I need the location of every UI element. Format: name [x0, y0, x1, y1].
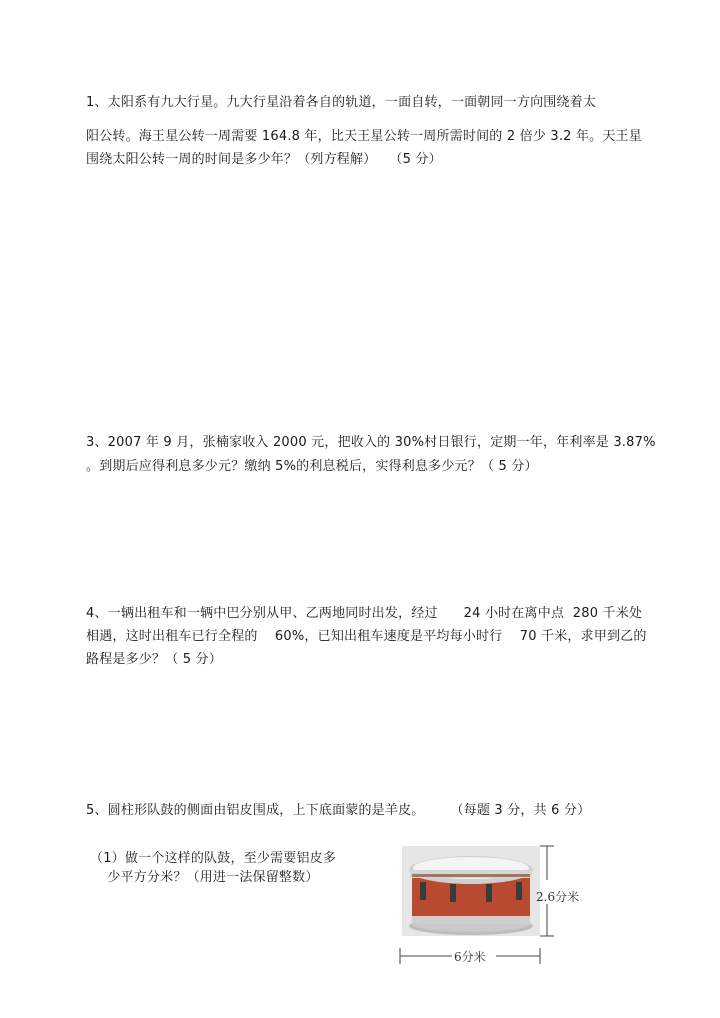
q4-line-3: 路程是多少？（ 5 分）	[86, 652, 222, 667]
drum-lug	[420, 882, 426, 900]
width-label: 6分米	[454, 950, 486, 964]
q5-sub1-line-1: （1）做一个这样的队鼓，至少需要铝皮多	[90, 851, 337, 866]
q3-line-1: 3、2007 年 9 月，张楠家收入 2000 元，把收入的 30%村日银行，定期一年，年利率是 3.87%	[86, 435, 656, 450]
drum-figure	[398, 842, 593, 972]
q1-line-1: 1、太阳系有九大行星。九大行星沿着各自的轨道，一面自转，一面朝同一方向围绕着太	[86, 95, 597, 110]
drum-photo	[402, 846, 540, 936]
drum-lug	[486, 884, 492, 902]
q1-line-2: 阳公转。海王星公转一周需要 164.8 年，比天王星公转一周所需时间的 2 倍少 3.2 年。天王星	[86, 129, 642, 144]
q4-line-1: 4、一辆出租车和一辆中巴分别从甲、乙两地同时出发，经过 24 小时在离中点 280 千米处	[86, 606, 643, 621]
height-label: 2.6分米	[536, 890, 580, 904]
q1-line-3: 围绕太阳公转一周的时间是多少年？（列方程解） （5 分）	[86, 152, 442, 167]
q4-line-2: 相遇，这时出租车已行全程的 60%，已知出租车速度是平均每小时行 70 千米，求甲到乙的	[86, 629, 647, 644]
q5-line-1: 5、圆柱形队鼓的侧面由铝皮围成，上下底面蒙的是羊皮。 （每题 3 分，共 6 分）	[86, 803, 591, 818]
q3-line-2: 。到期后应得利息多少元？缴纳 5%的利息税后，实得利息多少元？（ 5 分）	[86, 459, 538, 474]
drum-illustration	[402, 846, 540, 936]
drum-lug	[516, 882, 522, 900]
drum-lug	[450, 884, 456, 902]
q5-sub1-line-2: 少平方分米？（用进一法保留整数）	[90, 870, 319, 885]
